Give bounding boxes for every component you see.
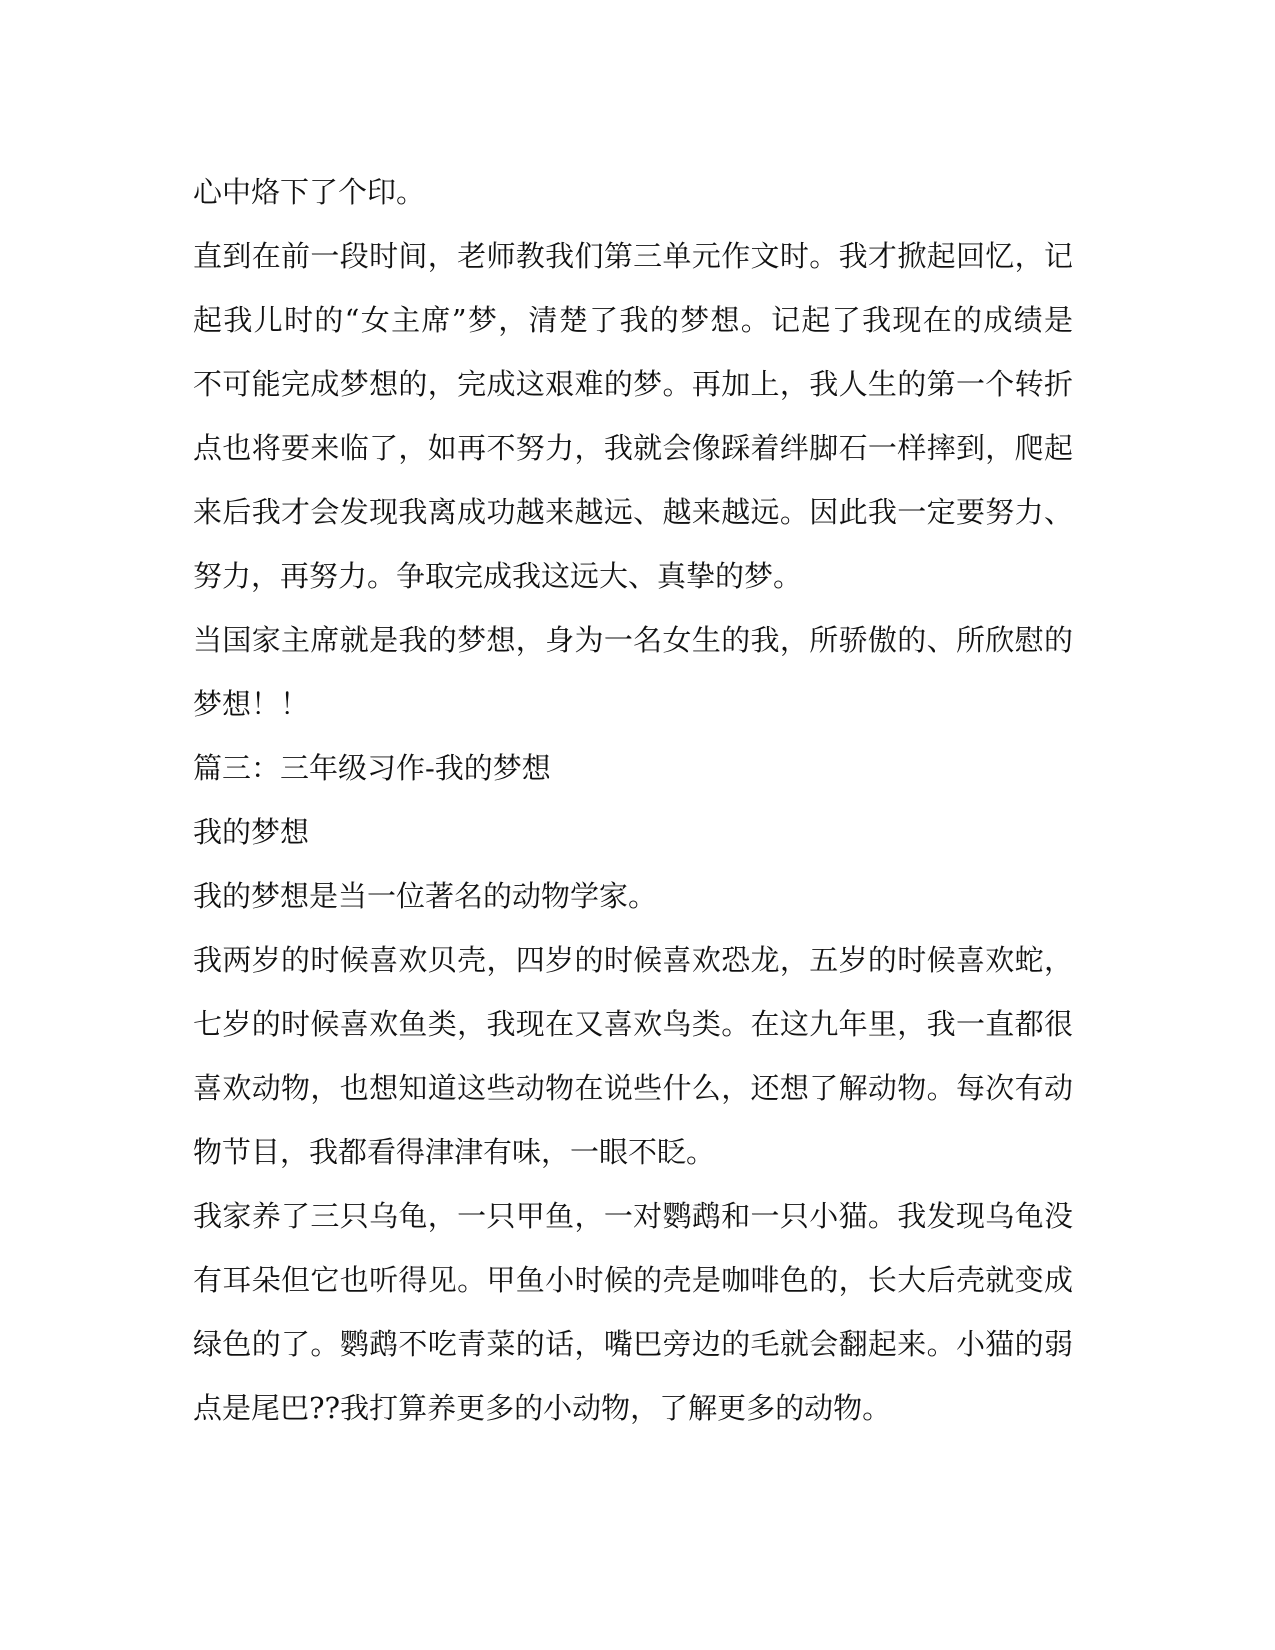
text-line: 绿色的了。鹦鹉不吃青菜的话，嘴巴旁边的毛就会翻起来。小猫的弱 <box>193 1327 1073 1361</box>
text-line: 来后我才会发现我离成功越来越远、越来越远。因此我一定要努力、 <box>193 495 1073 529</box>
text-line: 当国家主席就是我的梦想，身为一名女生的我，所骄傲的、所欣慰的 <box>193 623 1073 657</box>
text-line: 起我儿时的“女主席”梦，清楚了我的梦想。记起了我现在的成绩是 <box>193 303 1073 337</box>
text-line: 努力，再努力。争取完成我这远大、真挚的梦。 <box>193 559 803 593</box>
text-line: 物节目，我都看得津津有味，一眼不眨。 <box>193 1135 716 1169</box>
text-line: 梦想！！ <box>193 687 310 721</box>
text-line: 有耳朵但它也听得见。甲鱼小时候的壳是咖啡色的，长大后壳就变成 <box>193 1263 1073 1297</box>
text-line: 不可能完成梦想的，完成这艰难的梦。再加上，我人生的第一个转折 <box>193 367 1073 401</box>
section-heading: 篇三：三年级习作-我的梦想 <box>193 751 551 785</box>
text-line: 我两岁的时候喜欢贝壳，四岁的时候喜欢恐龙，五岁的时候喜欢蛇， <box>193 943 1073 977</box>
text-line: 喜欢动物，也想知道这些动物在说些什么，还想了解动物。每次有动 <box>193 1071 1073 1105</box>
text-line: 七岁的时候喜欢鱼类，我现在又喜欢鸟类。在这九年里，我一直都很 <box>193 1007 1073 1041</box>
text-line: 我的梦想是当一位著名的动物学家。 <box>193 879 658 913</box>
text-line: 点是尾巴??我打算养更多的小动物，了解更多的动物。 <box>193 1391 892 1425</box>
text-line: 点也将要来临了，如再不努力，我就会像踩着绊脚石一样摔到，爬起 <box>193 431 1073 465</box>
text-line: 心中烙下了个印。 <box>193 175 426 209</box>
essay-title: 我的梦想 <box>193 815 310 849</box>
text-line: 直到在前一段时间，老师教我们第三单元作文时。我才掀起回忆，记 <box>193 239 1073 273</box>
text-line: 我家养了三只乌龟，一只甲鱼，一对鹦鹉和一只小猫。我发现乌龟没 <box>193 1199 1073 1233</box>
body-text <box>193 160 1073 1440</box>
